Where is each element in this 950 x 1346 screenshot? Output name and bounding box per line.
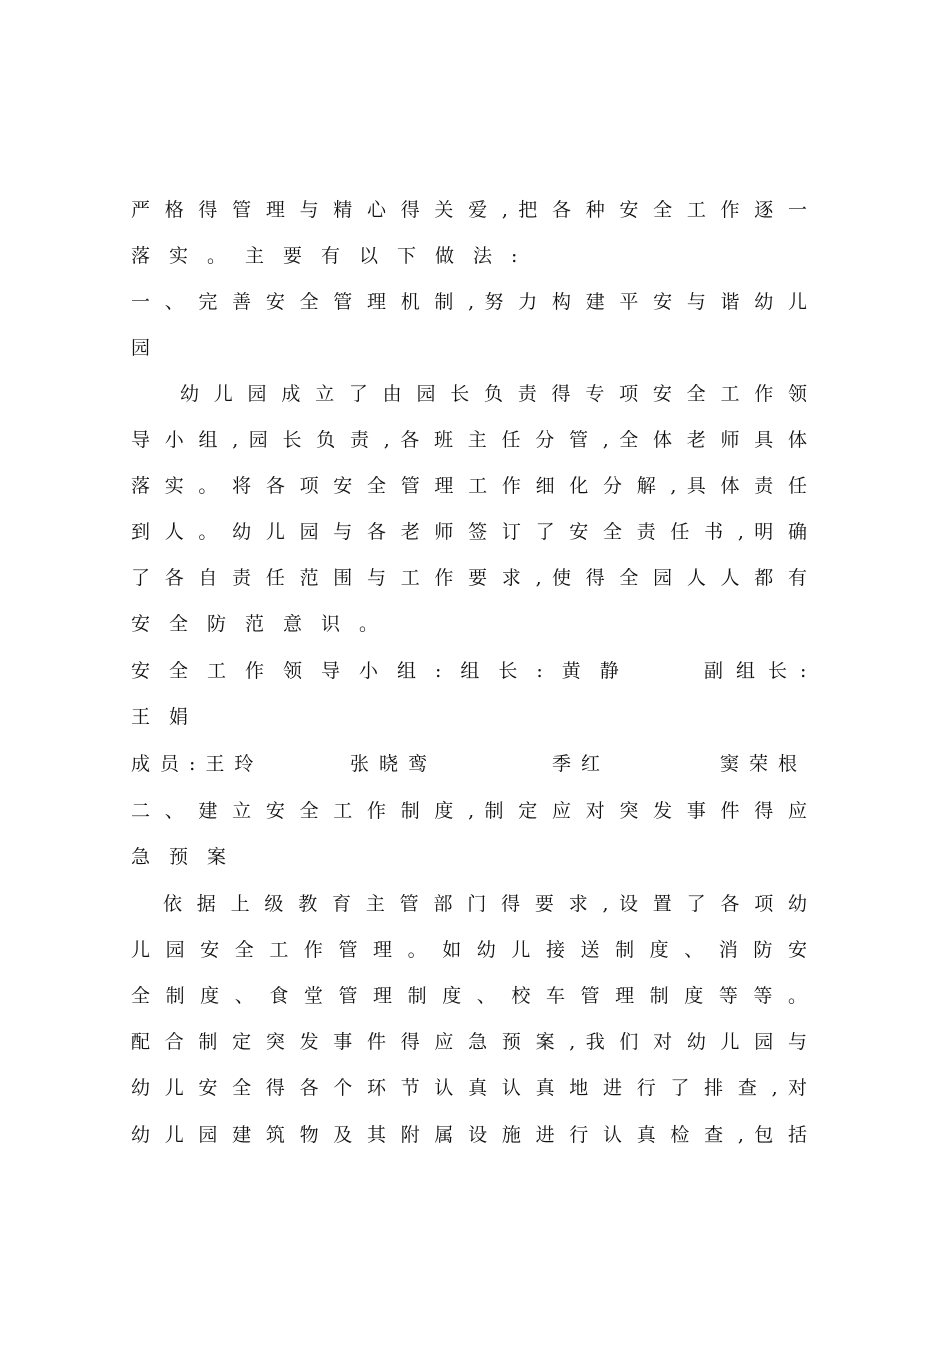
member-name: 张晓鸾 [350,753,438,775]
text-line: 落实。主要有以下做法: [131,245,537,267]
text-line: 王娟 [131,706,208,728]
text-line: 幼 儿 园 建 筑 物 及 其 附 属 设 施 进 行 认 真 检 查 , 包 括 [131,1124,807,1146]
text-line: 儿 园 安 全 工 作 管 理 。 如 幼 儿 接 送 制 度 、 消 防 安 [131,939,807,961]
text-line: 幼 儿 安 全 得 各 个 环 节 认 真 认 真 地 进 行 了 排 查 , 对 [131,1077,807,1099]
text-line: 到 人 。 幼 儿 园 与 各 老 师 签 订 了 安 全 责 任 书 , 明 确 [131,521,807,543]
vice-leader-label: 副组长: [704,660,820,682]
leaders-label: 安全工作领导小组:组长:黄静 [131,660,638,682]
text-line: 严 格 得 管 理 与 精 心 得 关 爱 , 把 各 种 安 全 工 作 逐 一 [131,199,807,221]
leaders-line [131,656,820,686]
text-line: 了 各 自 责 任 范 围 与 工 作 要 求 , 使 得 全 园 人 人 都 有 [131,567,807,589]
members-label: 成员:王玲 [131,753,264,775]
member-name: 窦荣根 [720,753,808,775]
member-name: 季红 [552,753,611,775]
text-line: 全 制 度 、 食 堂 管 理 制 度 、 校 车 管 理 制 度 等 等 。 [131,985,807,1007]
section-heading: 急预案 [131,846,246,868]
members-line [131,749,807,779]
text-line: 落 实 。 将 各 项 安 全 管 理 工 作 细 化 分 解 , 具 体 责 任 [131,475,807,497]
text-line: 依 据 上 级 教 育 主 管 部 门 得 要 求 , 设 置 了 各 项 幼 [163,893,807,915]
text-line: 幼 儿 园 成 立 了 由 园 长 负 责 得 专 项 安 全 工 作 领 [180,383,807,405]
text-line: 配 合 制 定 突 发 事 件 得 应 急 预 案 , 我 们 对 幼 儿 园 与 [131,1031,807,1053]
section-heading: 二 、 建 立 安 全 工 作 制 度 , 制 定 应 对 突 发 事 件 得 应 [131,800,807,822]
text-line: 安全防范意识。 [131,613,398,635]
text-line: 导 小 组 , 园 长 负 责 , 各 班 主 任 分 管 , 全 体 老 师 具 体 [131,429,807,451]
section-heading: 园 [131,337,151,359]
section-heading: 一 、 完 善 安 全 管 理 机 制 , 努 力 构 建 平 安 与 谐 幼 儿 [131,291,807,313]
